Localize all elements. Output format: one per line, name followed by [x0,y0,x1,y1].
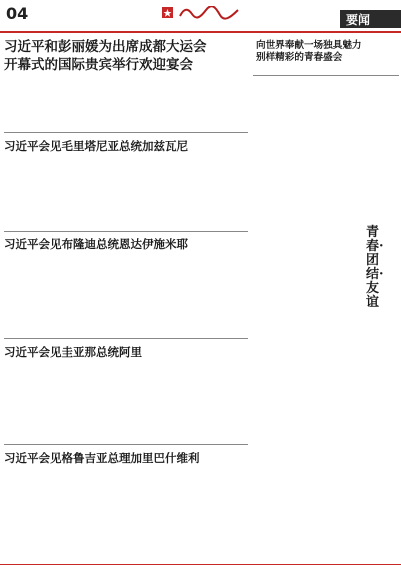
article-1-headline-line-1[interactable]: 习近平和彭丽媛为出席成都大运会 [4,39,207,55]
article-1-body-col-1 [4,80,82,130]
article-1 [4,38,248,74]
divider-4 [4,444,248,445]
divider-2 [4,231,248,232]
right-feature-headline-line-1: 向世界奉献一场独具魅力 [256,40,362,51]
article-5-headline[interactable]: 习近平会见格鲁吉亚总理加里巴什维利 [4,451,200,465]
page-number: 04 [6,4,29,23]
section-label: 要闻 [346,13,371,27]
newspaper-logo [162,6,242,20]
masthead-rule [0,31,401,33]
article-4-headline[interactable]: 习近平会见圭亚那总统阿里 [4,345,142,359]
article-2-headline[interactable]: 习近平会见毛里塔尼亚总统加兹瓦尼 [4,139,188,153]
article-4-body-col-1 [4,364,82,442]
article-5-body-col-1 [4,470,82,560]
article-1-headline-line-2[interactable]: 开幕式的国际贵宾举行欢迎宴会 [4,57,193,73]
article-5-body-col-3 [168,470,248,560]
right-feature-body-col-2 [328,340,399,558]
divider-1 [4,132,248,133]
article-3-body-col-2 [86,256,164,336]
article-1-body-col-2 [86,80,164,130]
right-vertical-title: 青春·团结·友谊 [366,225,384,310]
article-1-body-col-3 [168,80,248,130]
right-feature-headline-line-2: 别样精彩的青春盛会 [256,52,343,63]
right-feature-body-top [253,80,343,226]
footer-rule [0,564,401,565]
right-feature-body-col-1 [253,300,325,558]
article-2-body-col-2 [86,158,164,228]
right-feature-headline[interactable] [256,40,362,64]
article-3-body-col-3 [168,256,248,336]
article-2-body-col-3 [168,158,248,228]
article-3-body-col-1 [4,256,82,336]
article-5 [4,450,248,466]
article-5-body-col-2 [86,470,164,560]
divider-3 [4,338,248,339]
article-2 [4,138,248,154]
section-tab[interactable] [340,10,401,28]
article-3-headline[interactable]: 习近平会见布隆迪总统恩达伊施米耶 [4,237,188,251]
article-2-body-col-1 [4,158,82,228]
masthead [0,0,401,30]
right-feature-rule [253,75,399,76]
article-4-body-col-3 [168,364,248,442]
article-4 [4,344,248,360]
article-3 [4,236,248,252]
article-4-body-col-2 [86,364,164,442]
